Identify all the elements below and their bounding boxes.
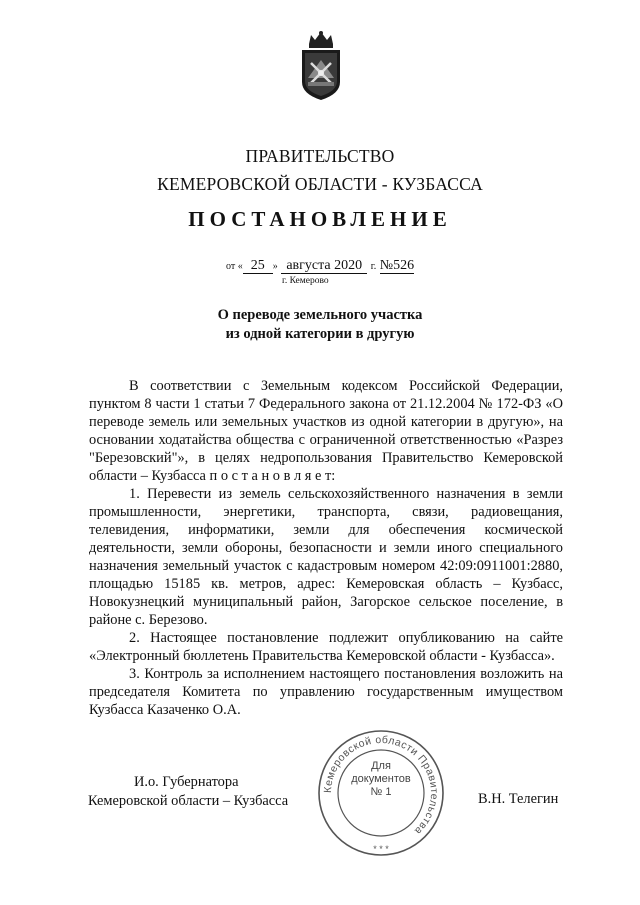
organization-line-2: КЕМЕРОВСКОЙ ОБЛАСТИ - КУЗБАССА [157,174,483,194]
document-number: 526 [393,258,415,273]
stamp-center-line-3: № 1 [370,786,392,798]
stamp-center-line-1: Для [371,760,391,772]
stamp-center-line-2: документов [351,773,411,785]
date-from-label: от « [226,261,243,272]
document-type-title: ПОСТАНОВЛЕНИЕ [188,207,452,231]
signatory-title-line-2: Кемеровской области – Кузбасса [88,792,289,809]
coat-of-arms-emblem [296,30,346,102]
subject-line-1: О переводе земельного участка [217,307,423,323]
subject-line-2: из одной категории в другую [225,326,415,342]
signatory-title-line-1: И.о. Губернатора [134,774,239,790]
organization-line-1: ПРАВИТЕЛЬСТВО [245,146,395,166]
document-body [89,377,563,719]
stamp-center-text [316,760,446,799]
date-number-line [226,258,466,274]
stamp-ring-text: Кемеровской области Правительства [321,733,441,838]
signatory-title [88,773,288,810]
date-quote-close: » [272,261,278,272]
preamble-paragraph: В соответствии с Земельным кодексом Российской Федерации, пунктом 8 части 1 статьи 7 Федерального закона от 21.12.2004 № 172-ФЗ «О переводе земель или земельных участков из одной категории в другую», на основании ходатайства общества с ограниченной ответственностью «Разрез "Березовский"», в целях недропользования Правительство Кемеровской области – Кузбасса п о с т а н о в л я е т: [89,378,563,484]
date-month-year: августа 2020 [281,258,367,274]
city-label: г. Кемерово [282,276,329,286]
document-number-prefix: № [379,258,394,273]
clause-2: 2. Настоящее постановление подлежит опубликованию на сайте «Электронный бюллетень Правительства Кемеровской области - Кузбасса». [89,630,563,664]
stamp-stars: * * * [373,844,389,854]
clause-3: 3. Контроль за исполнением настоящего постановления возложить на председателя Комитета по управлению государственным имуществом Кузбасса Казаченко О.А. [89,666,563,718]
clause-1: 1. Перевести из земель сельскохозяйственного назначения в земли промышленности, энергетики, транспорта, связи, радиовещания, телевидения, информатики, земли для обеспечения космической деятельности, земли обороны, безопасности и земли иного специального назначения земельный участок с кадастровым номером 42:09:0911001:2880, площадью 15185 кв. метров, адрес: Кемеровская область – Кузбасс, Новокузнецкий муниципальный район, Загорское сельское поселение, в районе с. Березово. [89,486,563,628]
date-day: 25 [243,258,273,274]
signatory-name: В.Н. Телегин [478,791,559,807]
date-year-suffix: г. [370,261,377,272]
